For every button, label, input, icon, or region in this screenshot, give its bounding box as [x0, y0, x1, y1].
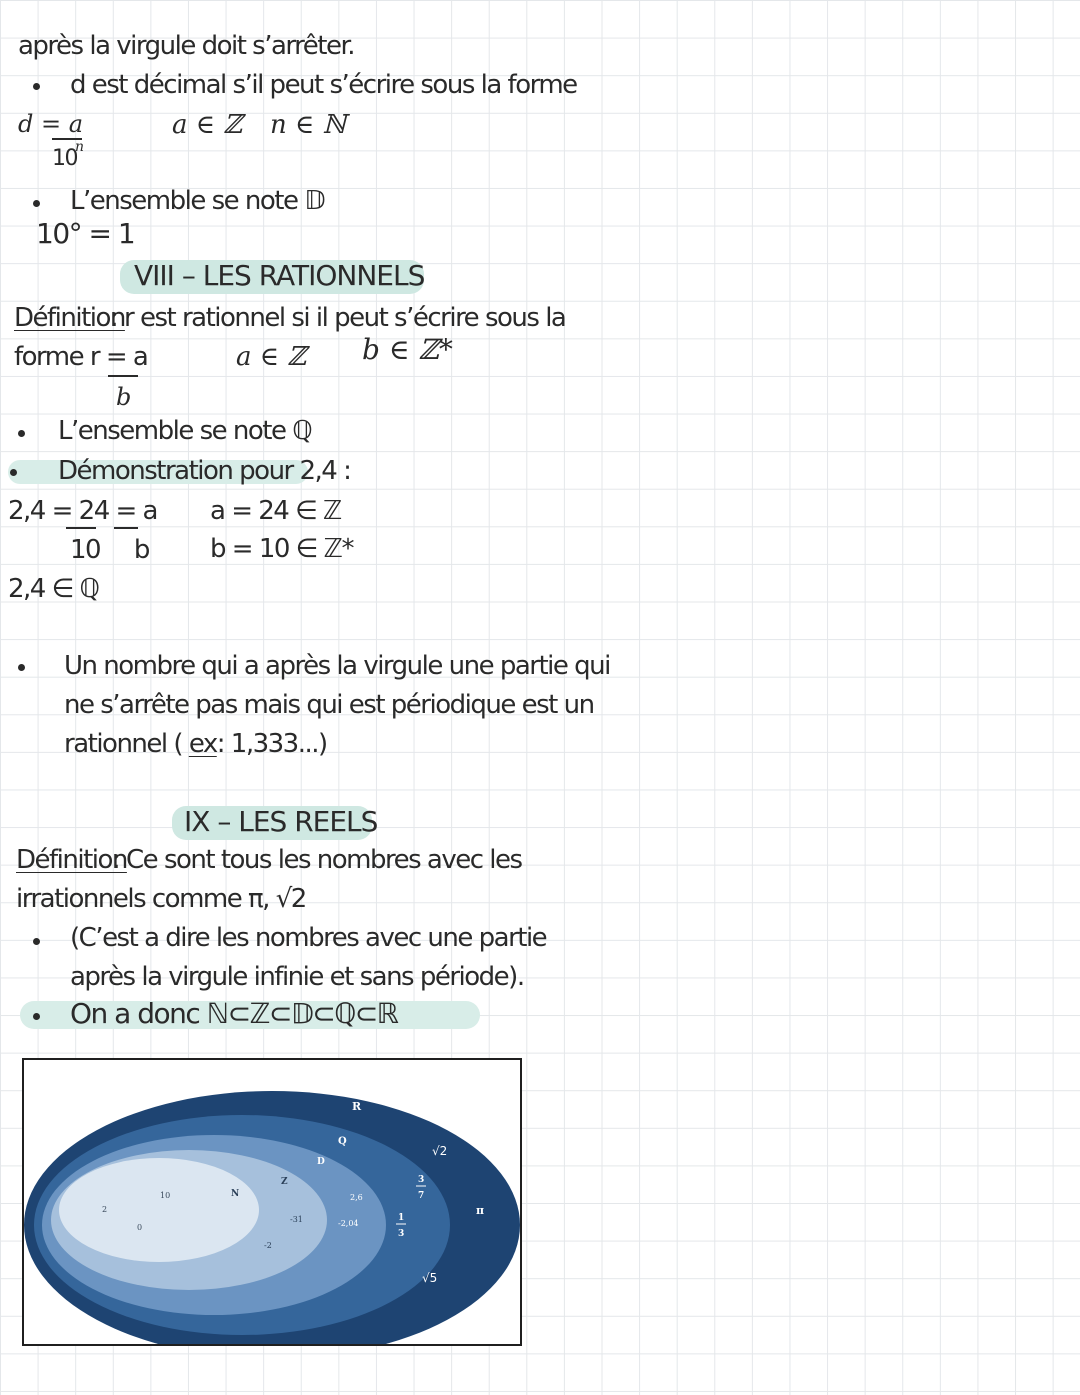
- definition-label: Définition: [14, 303, 125, 333]
- reels-note-line-1: (C’est a dire les nombres avec une partie: [70, 923, 547, 953]
- fraction-bar: [66, 527, 96, 529]
- decimal-formula-denominator: 10: [52, 146, 77, 171]
- decimal-formula: d = a: [18, 110, 84, 138]
- section-title-rationnels: VIII – LES RATIONNELS: [134, 259, 425, 292]
- fraction-3-7-den: 7: [418, 1191, 425, 1201]
- number-2: 2: [102, 1205, 108, 1214]
- rationnel-denominator: b: [116, 383, 132, 411]
- set-label-d: D: [317, 1157, 325, 1167]
- bullet: [18, 430, 25, 437]
- set-inclusion-chain: On a donc ℕ⊂ℤ⊂𝔻⊂ℚ⊂ℝ: [70, 997, 398, 1030]
- definition-label: Définition: [16, 845, 127, 875]
- reels-note-line-2: après la virgule infinie et sans période).: [70, 962, 524, 992]
- set-label-r: R: [352, 1100, 362, 1113]
- demonstration-title: Démonstration pour 2,4 :: [58, 456, 351, 486]
- reels-definition-line-2: irrationnels comme π, √2: [16, 884, 306, 914]
- number-minus-2-04: -2,04: [338, 1219, 359, 1228]
- periodic-line-3-end: : 1,333...): [216, 729, 327, 759]
- periodic-line-1: Un nombre qui a après la virgule une partie qui: [64, 651, 610, 681]
- bullet: [33, 1013, 40, 1020]
- number-minus-31: -31: [290, 1215, 303, 1224]
- bullet: [33, 938, 40, 945]
- fraction-bar: [114, 527, 138, 529]
- reels-definition-line-1: : Ce sont tous les nombres avec les: [112, 845, 522, 875]
- a-in-z: a ∈ ℤ: [172, 110, 243, 140]
- demo-conclusion: 2,4 ∈ ℚ: [8, 574, 99, 604]
- set-label-q: Q: [338, 1136, 347, 1147]
- number-sqrt5: √5: [422, 1271, 438, 1285]
- periodic-line-3: [64, 731, 327, 757]
- demo-denominators: 10 b: [70, 535, 149, 565]
- bullet: [18, 664, 25, 671]
- demo-b-value: b = 10 ∈ ℤ*: [210, 534, 353, 564]
- periodic-line-2: ne s’arrête pas mais qui est périodique est un: [64, 690, 594, 720]
- rationnel-definition: : r est rationnel si il peut s’écrire sous la: [110, 303, 566, 333]
- bullet: [33, 200, 40, 207]
- rationnel-form: forme r = a: [14, 342, 148, 372]
- number-pi: π: [476, 1204, 485, 1217]
- bullet: [33, 83, 40, 90]
- fraction-bar: [108, 375, 138, 377]
- intro-line: après la virgule doit s’arrêter.: [18, 31, 355, 61]
- fraction-1-3-den: 3: [398, 1229, 405, 1239]
- number-sqrt2: √2: [432, 1144, 448, 1158]
- number-sets-svg: [24, 1060, 520, 1344]
- example-label: ex: [188, 729, 217, 759]
- power-zero: 10° = 1: [36, 217, 135, 250]
- demo-a-value: a = 24 ∈ ℤ: [210, 496, 341, 526]
- set-label-n: N: [231, 1189, 240, 1199]
- decimal-formula-exponent: n: [75, 139, 85, 155]
- a-in-z: a ∈ ℤ: [236, 342, 307, 372]
- fraction-1-3-num: 1: [398, 1213, 405, 1223]
- number-0: 0: [137, 1223, 143, 1232]
- number-minus-2: -2: [264, 1241, 272, 1250]
- demo-equation: 2,4 = 24 = a: [8, 496, 157, 526]
- section-title-reels: IX – LES REELS: [184, 805, 378, 838]
- decimal-set-note: L’ensemble se note 𝔻: [70, 186, 325, 216]
- set-label-z: Z: [281, 1177, 288, 1187]
- n-in-n: n ∈ ℕ: [270, 110, 347, 140]
- number-sets-diagram: [22, 1058, 522, 1346]
- rational-set-note: L’ensemble se note ℚ: [58, 416, 312, 446]
- b-in-z-star: b ∈ ℤ*: [362, 333, 453, 366]
- fraction-3-7-num: 3: [418, 1175, 425, 1185]
- decimal-definition: d est décimal s’il peut s’écrire sous la forme: [70, 70, 577, 100]
- number-2-6: 2,6: [350, 1193, 363, 1202]
- periodic-line-3-start: rationnel (: [64, 729, 183, 759]
- number-10: 10: [160, 1191, 171, 1200]
- bullet: [10, 469, 17, 476]
- set-n-ellipse: [59, 1158, 259, 1262]
